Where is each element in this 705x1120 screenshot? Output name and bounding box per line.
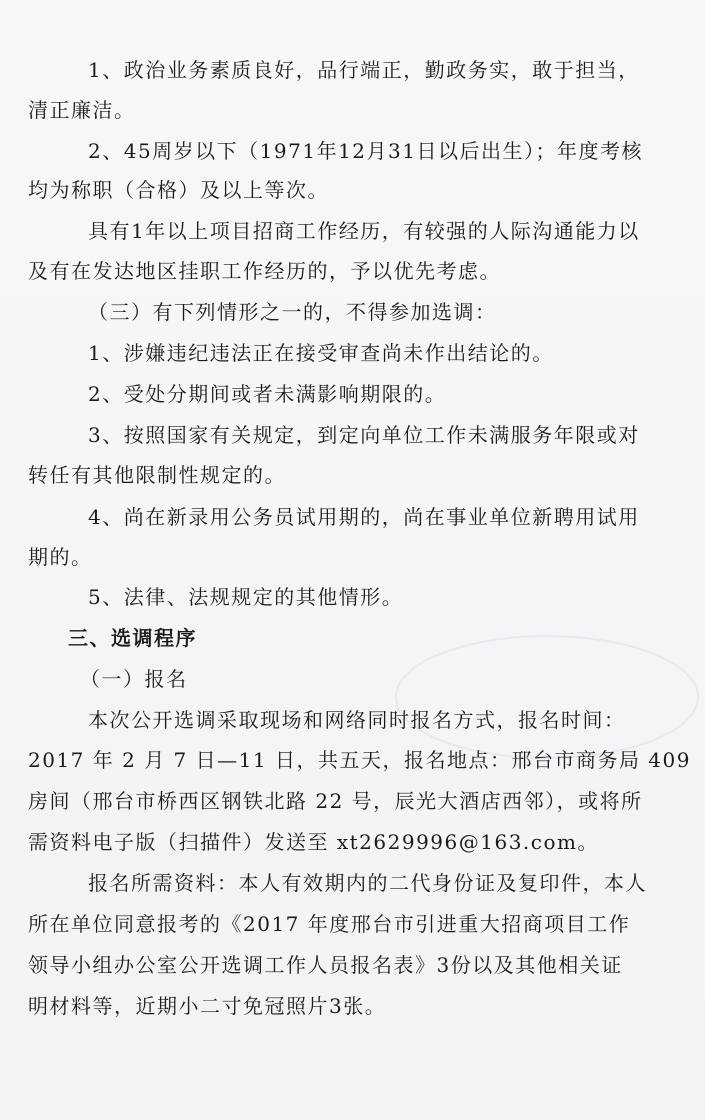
faint-seal-watermark xyxy=(395,635,699,759)
document-line: 需资料电子版（扫描件）发送至 xt2629996@163.com。 xyxy=(28,830,599,854)
document-line: 3、按照国家有关规定，到定向单位工作未满服务年限或对 xyxy=(88,423,640,447)
document-line: 5、法律、法规规定的其他情形。 xyxy=(88,585,404,609)
document-line: 2、45周岁以下（1971年12月31日以后出生）；年度考核 xyxy=(88,139,643,163)
document-line: 及有在发达地区挂职工作经历的，予以优先考虑。 xyxy=(28,259,501,283)
document-line: 所在单位同意报考的《2017 年度邢台市引进重大招商项目工作 xyxy=(28,912,631,936)
document-line: 明材料等，近期小二寸免冠照片3张。 xyxy=(28,994,387,1018)
document-line: 房间（邢台市桥西区钢铁北路 22 号，辰光大酒店西邻），或将所 xyxy=(28,789,643,813)
section-heading: 三、选调程序 xyxy=(68,626,197,650)
document-line: 清正廉洁。 xyxy=(28,98,136,122)
document-line: 均为称职（合格）及以上等次。 xyxy=(28,178,329,202)
document-line: 转任有其他限制性规定的。 xyxy=(28,463,286,487)
document-line: 领导小组办公室公开选调工作人员报名表》3份以及其他相关证 xyxy=(28,953,623,977)
document-line: （三）有下列情形之一的，不得参加选调： xyxy=(88,300,497,324)
document-line: 4、尚在新录用公务员试用期的，尚在事业单位新聘用试用 xyxy=(88,505,640,529)
document-line: 具有1年以上项目招商工作经历，有较强的人际沟通能力以 xyxy=(88,219,640,243)
document-line: 1、政治业务素质良好，品行端正，勤政务实，敢于担当， xyxy=(88,58,640,82)
document-line: 2017 年 2 月 7 日—11 日，共五天，报名地点：邢台市商务局 409 xyxy=(28,748,691,772)
document-line: 本次公开选调采取现场和网络同时报名方式，报名时间： xyxy=(88,708,626,732)
document-line: 报名所需资料：本人有效期内的二代身份证及复印件，本人 xyxy=(88,871,647,895)
document-line: 1、涉嫌违纪违法正在接受审查尚未作出结论的。 xyxy=(88,341,554,365)
document-line: （一）报名 xyxy=(80,667,188,691)
document-line: 期的。 xyxy=(28,545,93,569)
document-line: 2、受处分期间或者未满影响期限的。 xyxy=(88,382,447,406)
